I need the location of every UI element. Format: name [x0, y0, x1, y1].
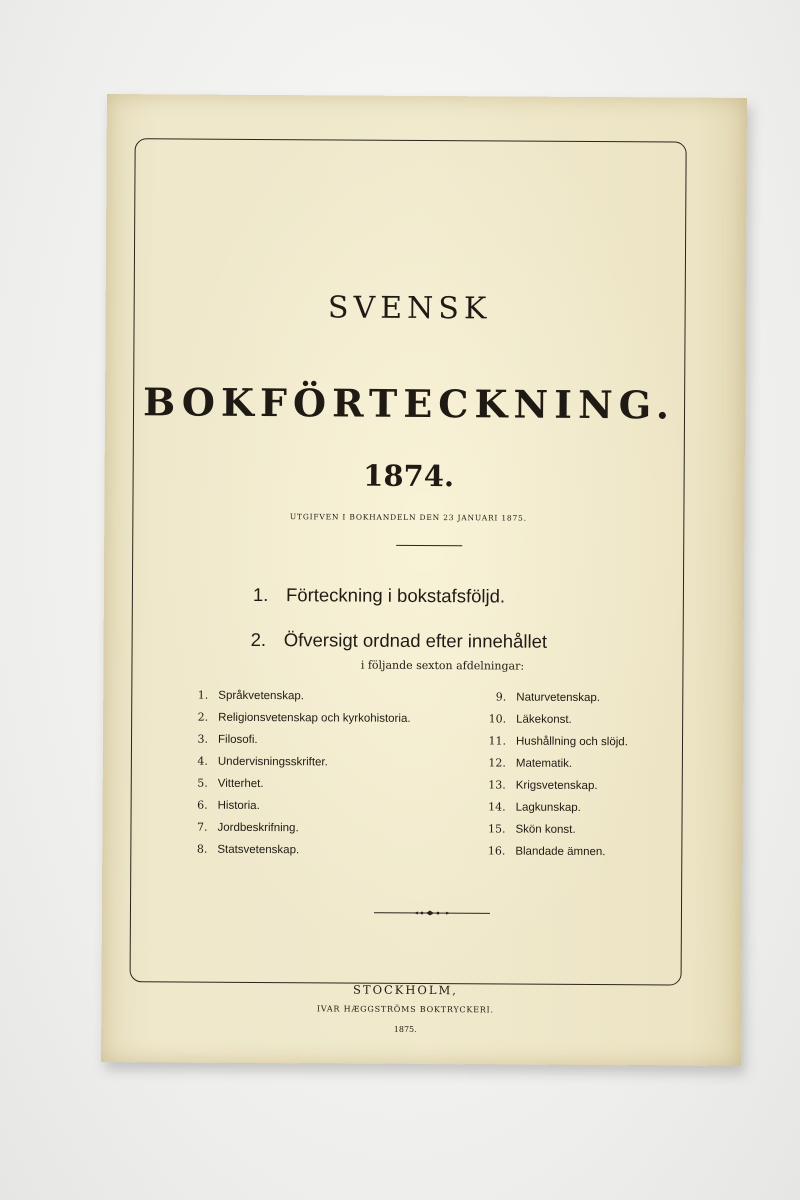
- title-line-1: SVENSK: [327, 290, 492, 327]
- list-item: [184, 795, 411, 818]
- list-item-number: 1.: [197, 688, 209, 702]
- ornamental-divider: [374, 909, 490, 918]
- list-item-label: Naturvetenskap.: [516, 691, 601, 705]
- list-item-label: Hushållning och slöjd.: [515, 735, 628, 749]
- list-item-number: 16.: [487, 844, 506, 858]
- list-item-number: 14.: [488, 800, 506, 814]
- sections-subtitle: i följande sexton afdelningar:: [360, 658, 525, 673]
- list-item-number: 12.: [488, 756, 506, 770]
- list-item-number: 15.: [487, 822, 506, 836]
- list-item-label: Krigsvetenskap.: [515, 779, 598, 793]
- list-item-label: Vitterhet.: [217, 777, 264, 791]
- list-item-label: Läkekonst.: [516, 713, 572, 726]
- list-item-number: 4.: [197, 754, 208, 768]
- list-item-label: Historia.: [217, 799, 260, 813]
- imprint-printer: IVAR HÆGGSTRÖMS BOKTRYCKERI.: [316, 1004, 494, 1015]
- title-page: [101, 94, 747, 1066]
- list-item-label: Lagkunskap.: [515, 801, 581, 814]
- list-item: [183, 817, 410, 840]
- part-1: [253, 584, 505, 608]
- list-item-number: 3.: [197, 732, 209, 746]
- list-item-number: 5.: [197, 776, 208, 790]
- list-item-label: Matematik.: [515, 757, 573, 770]
- part-1-number: 1.: [252, 583, 269, 606]
- part-2-number: 2.: [250, 628, 267, 651]
- page-border-frame: [130, 138, 687, 1034]
- list-item-label: Religionsvetenskap och kyrkohistoria.: [218, 711, 411, 725]
- list-item: [487, 686, 628, 709]
- sections-list-left: [183, 685, 410, 862]
- list-item-label: Jordbeskrifning.: [217, 821, 299, 835]
- part-1-label: Förteckning i bokstafsföljd.: [285, 584, 506, 607]
- list-item: [184, 685, 411, 708]
- list-item-number: 2.: [197, 710, 209, 724]
- list-item-number: 8.: [196, 842, 208, 856]
- part-2-label: Öfversigt ordnad efter innehållet: [283, 629, 548, 652]
- list-item: [183, 839, 410, 862]
- list-item-number: 6.: [197, 798, 208, 812]
- sections-list-right: [486, 686, 628, 863]
- list-item: [184, 729, 411, 752]
- catalogue-year: 1874.: [363, 458, 455, 494]
- list-item-number: 9.: [495, 690, 507, 704]
- list-item-number: 13.: [488, 778, 506, 792]
- list-item: [486, 818, 627, 841]
- list-item-number: 11.: [488, 734, 507, 748]
- list-item-label: Blandade ämnen.: [515, 845, 606, 859]
- list-item-number: 7.: [196, 820, 208, 834]
- publication-note: UTGIFVEN I BOKHANDELN DEN 23 JANUARI 1875.: [289, 512, 527, 523]
- list-item-label: Undervisningsskrifter.: [217, 755, 328, 769]
- list-item: [487, 752, 628, 775]
- list-item: [486, 840, 627, 863]
- list-item: [487, 796, 628, 819]
- list-item-label: Språkvetenskap.: [218, 689, 304, 703]
- list-item-label: Skön konst.: [515, 823, 576, 836]
- list-item: [487, 774, 628, 797]
- imprint-year: 1875.: [393, 1024, 417, 1034]
- imprint-city: STOCKHOLM,: [353, 982, 458, 998]
- part-2: [251, 629, 548, 653]
- list-item: [184, 707, 411, 730]
- list-item-number: 10.: [488, 712, 507, 726]
- list-item: [487, 708, 628, 731]
- list-item-label: Filosofi.: [217, 733, 258, 746]
- list-item: [487, 730, 628, 753]
- list-item: [184, 751, 411, 774]
- title-line-2: BOKFÖRTECKNING.: [142, 379, 676, 428]
- divider-rule: [396, 545, 462, 546]
- list-item: [184, 773, 411, 796]
- list-item-label: Statsvetenskap.: [217, 843, 300, 857]
